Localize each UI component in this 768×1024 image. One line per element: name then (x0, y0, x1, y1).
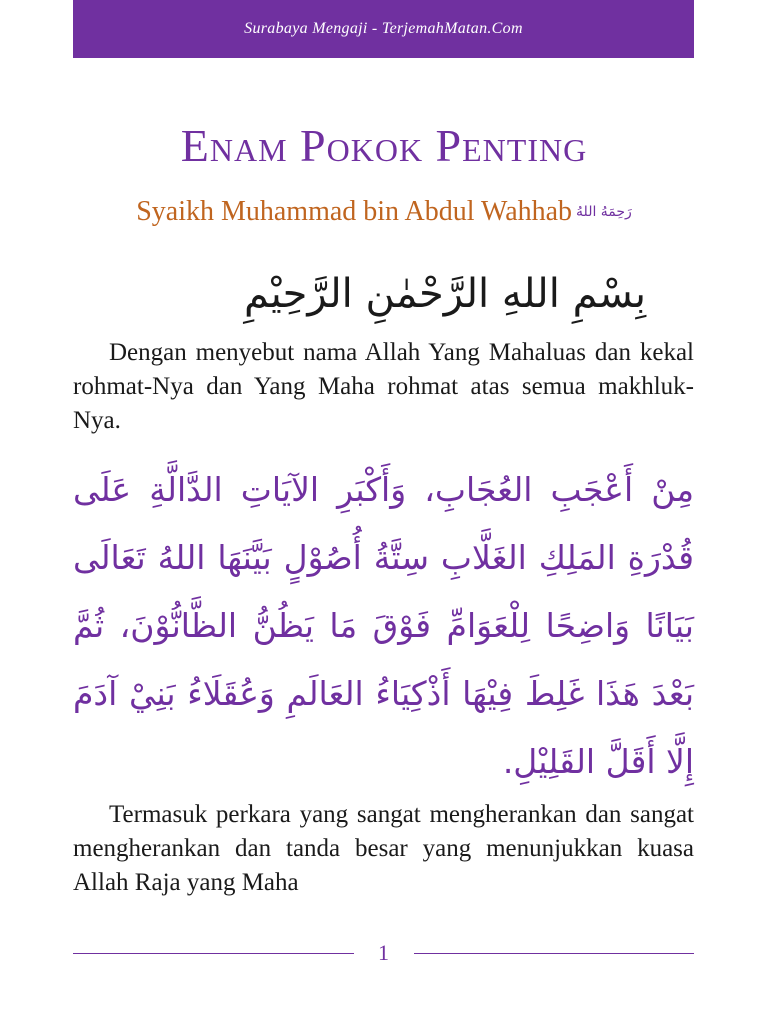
author-line (0, 192, 768, 232)
header-bar (73, 0, 694, 58)
author-name: Syaikh Muhammad bin Abdul Wahhab (136, 196, 573, 227)
paragraph-2-text: Termasuk perkara yang sangat mengherankan dan sangat mengherankan dan tanda besar yang menunjukkan kuasa Allah Raja yang Maha (73, 801, 694, 896)
document-title: Enam Pokok Penting (180, 120, 588, 171)
page-footer (73, 938, 694, 968)
footer-line-left (73, 953, 354, 954)
arabic-text-block: مِنْ أَعْجَبِ العُجَابِ، وَأَكْبَرِ الآيَاتِ الدَّالَّةِ عَلَى قُدْرَةِ المَلِكِ الغَلَّابِ سِتَّةُ أُصُوْلٍ بَيَّنَهَا اللهُ تَعَالَى بَيَانًا وَاضِحًا لِلْعَوَامِّ فَوْقَ مَا يَظُنُّ الظَّانُّوْنَ، ثُمَّ بَعْدَ هَذَا غَلِطَ فِيْهَا أَذْكِيَاءُ العَالَمِ وَعُقَلَاءُ بَنِيْ آدَمَ إِلَّا أَقَلَّ القَلِيْلِ. (73, 470, 694, 781)
paragraph-2 (73, 798, 694, 900)
page-number: 1 (378, 940, 389, 965)
basmala: بِسْمِ اللهِ الرَّحْمٰنِ الرَّحِيْمِ (243, 271, 646, 317)
paragraph-1-text: Dengan menyebut nama Allah Yang Mahaluas dan kekal rohmat-Nya dan Yang Maha rohmat atas semua makhluk-Nya. (73, 339, 694, 434)
honorific-symbol: رَحِمَهُ اللهُ (576, 204, 632, 220)
footer-line-right (414, 953, 695, 954)
header-text: Surabaya Mengaji - TerjemahMatan.Com (244, 20, 523, 37)
paragraph-1 (73, 336, 694, 438)
